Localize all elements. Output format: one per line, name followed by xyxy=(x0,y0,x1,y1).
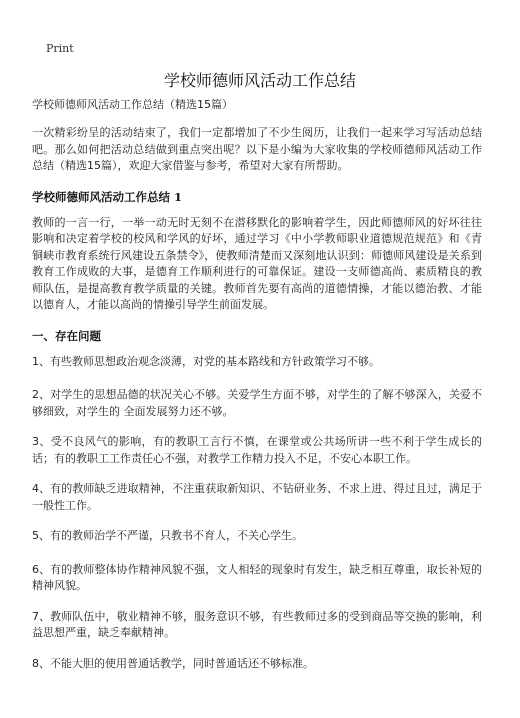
problem-item-5: 5、有的教师治学不严谨，只教书不育人，不关心学生。 xyxy=(32,529,303,542)
section-1-heading: 学校师德师风活动工作总结 1 xyxy=(32,189,183,204)
problem-item-1: 1、有些教师思想政治观念淡薄，对党的基本路线和方针政策学习不够。 xyxy=(32,354,380,368)
problem-item-6: 6、有的教师整体协作精神风貌不强，文人相轻的现象时有发生，缺乏相互尊重，取长补短的精神风貌。 xyxy=(32,562,482,592)
problem-item-7: 7、教师队伍中，敬业精神不够，服务意识不够，有些教师过多的受到商品等交换的影响，利益思想严重，缺乏奉献精神。 xyxy=(32,609,482,639)
document-content xyxy=(32,96,482,689)
print-label[interactable]: Print xyxy=(46,42,74,55)
section-1-body: 教师的一言一行，一举一动无时无刻不在潜移默化的影响着学生，因此师德师风的好坏往往影响和决定着学校的校风和学风的好坏，通过学习《中小学教师职业道德规范规范》和《青铜峡市教育系统行风建设五条禁令》，使教师清楚而又深刻地认识到：师德师风建设是关系到教育工作成败的大事，是德育工作顺利进行的可靠保证。建设一支师德高尚、素质精良的教师队伍，是提高教育教学质量的关键。教师首先要有高尚的道德情操，才能以德治教、才能以德育人，才能以高尚的情操引导学生前面发展。 xyxy=(32,215,482,311)
problem-item-8: 8、不能大胆的使用普通话教学，同时普通话还不够标准。 xyxy=(32,656,314,670)
problem-item-3: 3、受不良风气的影响，有的教职工言行不慎，在课堂或公共场所讲一些不利于学生成长的话；有的教职工工作责任心不强，对教学工作精力投入不足，不安心本职工作。 xyxy=(32,435,482,465)
problem-item-4: 4、有的教师缺乏进取精神，不注重获取新知识、不钻研业务、不求上进、得过且过，满足于一般性工作。 xyxy=(32,482,482,512)
problems-heading: 一、存在问题 xyxy=(32,328,101,343)
intro-paragraph: 一次精彩纷呈的活动结束了，我们一定都增加了不少生阅历，让我们一起来学习写活动总结吧。那么如何把活动总结做到重点突出呢？以下是小编为大家收集的学校师德师风活动工作总结（精选15篇），欢迎大家借鉴与参考，希望对大家有所帮助。 xyxy=(32,126,482,172)
document-title: 学校师德师风活动工作总结 xyxy=(163,71,356,90)
problem-item-2: 2、对学生的思想品德的状况关心不够。关爱学生方面不够，对学生的了解不够深入，关爱不够细致，对学生的 全面发展努力还不够。 xyxy=(32,388,482,418)
document-subtitle: 学校师德师风活动工作总结（精选15篇） xyxy=(32,98,233,111)
